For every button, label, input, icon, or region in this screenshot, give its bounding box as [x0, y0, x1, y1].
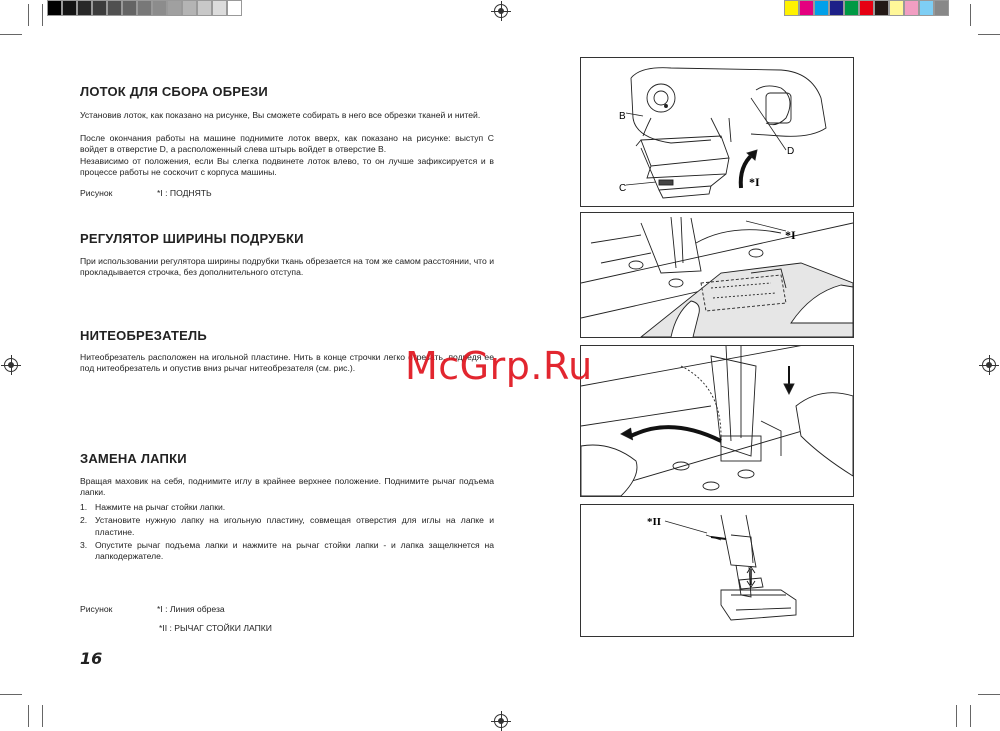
tray-caption-label: Рисунок [80, 188, 113, 198]
step-text: Нажмите на рычаг стойки лапки. [95, 502, 226, 512]
crop-mark [956, 705, 957, 727]
crop-mark [42, 4, 43, 26]
page-number: 16 [80, 649, 103, 668]
label-ii: *II [647, 516, 662, 528]
color-swatch [874, 0, 889, 16]
color-swatch [814, 0, 829, 16]
label-d: D [787, 146, 795, 157]
width-illustration [581, 213, 853, 337]
color-swatch [829, 0, 844, 16]
registration-mark-bottom [494, 714, 508, 728]
color-swatch [227, 0, 242, 16]
color-swatch [152, 0, 167, 16]
cutter-illustration [581, 346, 853, 496]
crop-mark [970, 705, 971, 727]
tray-paragraph-2: После окончания работы на машине поднимите лоток вверх, как показано на рисунке: выступ C войдет в отверстие D, а расположенный слева штырь войдет в отверстие B. [80, 133, 494, 155]
width-paragraph-1: При использовании регулятора ширины подрубки ткань обрезается на том же самом расстоянии, что и прокладывается строчка, без дополнительного отступа. [80, 256, 494, 278]
grayscale-color-bar [47, 0, 242, 16]
section-heading-tray: ЛОТОК ДЛЯ СБОРА ОБРЕЗИ [80, 84, 268, 99]
foot-caption-label: Рисунок [80, 604, 113, 614]
step-number: 1. [80, 502, 88, 512]
list-item [80, 515, 494, 538]
crop-mark [28, 4, 29, 26]
color-swatch [889, 0, 904, 16]
color-swatch [62, 0, 77, 16]
cmyk-color-bar [784, 0, 949, 16]
crop-mark [978, 694, 1000, 695]
figure-tray [580, 57, 854, 207]
step-text: Установите нужную лапку на игольную пластину, совмещая отверстия для иглы на лапке и пластине. [95, 515, 494, 537]
crop-mark [978, 34, 1000, 35]
color-swatch [92, 0, 107, 16]
color-swatch [47, 0, 62, 16]
list-item [80, 540, 494, 563]
foot-caption-1: *I : Линия обреза [157, 604, 225, 614]
color-swatch [784, 0, 799, 16]
step-number: 2. [80, 515, 88, 526]
color-swatch [212, 0, 227, 16]
foot-caption-2: *II : РЫЧАГ СТОЙКИ ЛАПКИ [159, 623, 272, 633]
crop-mark [28, 705, 29, 727]
color-swatch [137, 0, 152, 16]
color-swatch [167, 0, 182, 16]
color-swatch [904, 0, 919, 16]
figure-width-regulator [580, 212, 854, 338]
registration-mark-left [4, 358, 18, 372]
foot-illustration [581, 505, 853, 636]
section-heading-foot: ЗАМЕНА ЛАПКИ [80, 451, 187, 466]
color-swatch [799, 0, 814, 16]
label-i: *I [749, 175, 760, 189]
color-swatch [122, 0, 137, 16]
crop-mark [0, 694, 22, 695]
tray-paragraph-1: Установив лоток, как показано на рисунке, Вы сможете собирать в него все обрезки тканей и нитей. [80, 110, 481, 120]
crop-mark [0, 34, 22, 35]
label-i: *I [785, 228, 796, 242]
step-number: 3. [80, 539, 88, 550]
color-swatch [859, 0, 874, 16]
foot-steps-list [80, 502, 494, 564]
color-swatch [934, 0, 949, 16]
crop-mark [970, 4, 971, 26]
cutter-paragraph-1: Нитеобрезатель расположен на игольной пластине. Нить в конце строчки легко отрезать, подведя ее под нитеобрезатель и опустив вниз рычаг нитеобрезателя (см. рис.). [80, 352, 494, 374]
color-swatch [182, 0, 197, 16]
tray-paragraph-3: Независимо от положения, если Вы слегка подвинете лоток влево, то он лучше зафиксируется и в процессе работы не соскочит с корпуса машины. [80, 156, 494, 178]
label-c: C [619, 183, 627, 194]
figure-presser-foot [580, 504, 854, 637]
color-swatch [77, 0, 92, 16]
watermark-logo: McGrp.Ru [405, 344, 593, 388]
section-heading-cutter: НИТЕОБРЕЗАТЕЛЬ [80, 328, 207, 343]
color-swatch [107, 0, 122, 16]
foot-paragraph-1: Вращая маховик на себя, поднимите иглу в крайнее верхнее положение. Поднимите рычаг подъема лапки. [80, 476, 494, 498]
tray-illustration [581, 58, 853, 206]
registration-mark-right [982, 358, 996, 372]
color-swatch [844, 0, 859, 16]
tray-caption-text: *I : ПОДНЯТЬ [157, 188, 212, 198]
label-b: B [619, 111, 626, 122]
crop-mark [42, 705, 43, 727]
figure-thread-cutter [580, 345, 854, 497]
list-item [80, 502, 494, 513]
color-swatch [197, 0, 212, 16]
color-swatch [919, 0, 934, 16]
registration-mark-top [494, 4, 508, 18]
section-heading-width: РЕГУЛЯТОР ШИРИНЫ ПОДРУБКИ [80, 231, 304, 246]
step-text: Опустите рычаг подъема лапки и нажмите на рычаг стойки лапки - и лапка защелкнется на лапкодержателе. [95, 539, 494, 562]
